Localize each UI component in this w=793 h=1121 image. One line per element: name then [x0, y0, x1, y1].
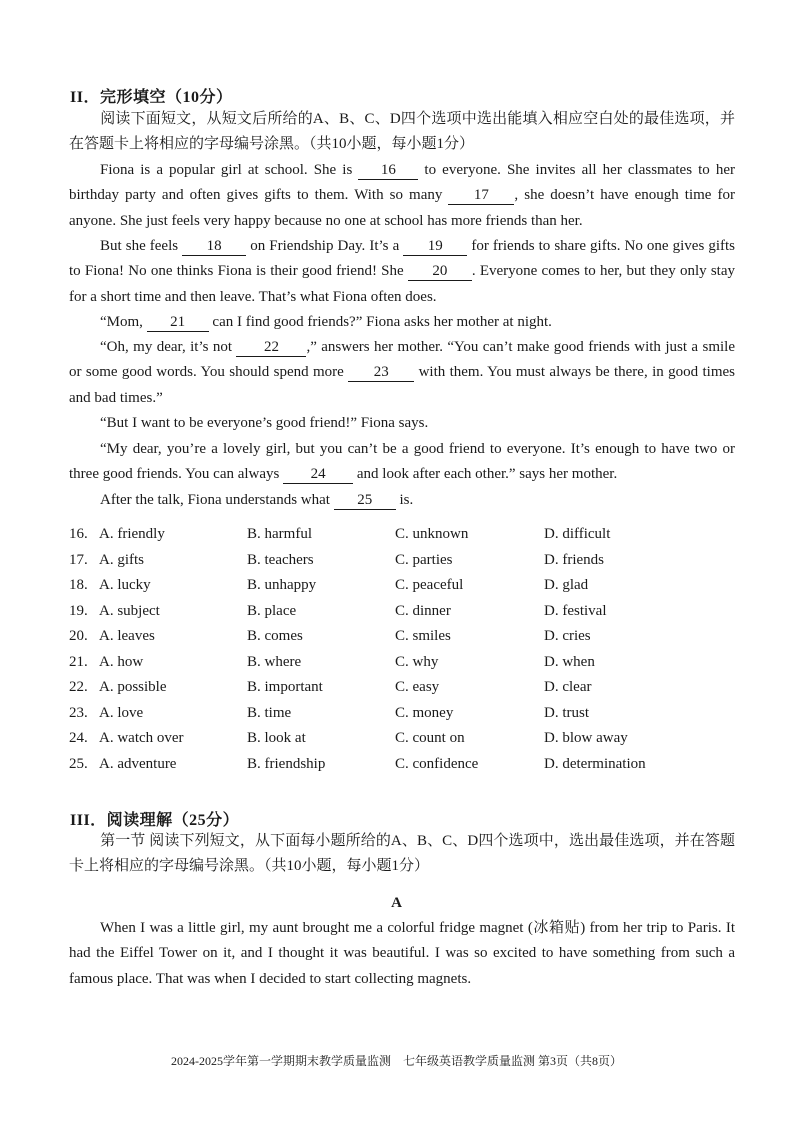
option-d: D. friends: [544, 551, 604, 568]
option-a: A. gifts: [99, 551, 144, 568]
option-a: A. friendly: [99, 526, 165, 542]
option-b: B. important: [247, 679, 323, 695]
question-number: 18.: [69, 577, 88, 593]
option-a: A. adventure: [99, 755, 177, 772]
option-b: B. friendship: [247, 755, 326, 772]
question-number: 23.: [69, 704, 88, 721]
passage-paragraph-4: “Oh, my dear, it’s not 22 ,” answers her mother. “You can’t make good friends with just a smile or some good words. You should spend more 23 with them. You must always be there, in good times and bad times.”: [69, 339, 736, 406]
option-b: B. time: [247, 704, 292, 721]
option-b: B. unhappy: [247, 577, 317, 593]
option-a: A. watch over: [99, 730, 184, 746]
option-row: [69, 628, 735, 654]
option-d: D. blow away: [544, 730, 628, 746]
option-c: C. dinner: [395, 602, 451, 619]
question-number: 22.: [69, 679, 88, 695]
option-d: D. glad: [544, 577, 589, 593]
question-number: 17.: [69, 551, 88, 568]
option-row: [69, 552, 735, 578]
option-b: B. comes: [247, 628, 303, 644]
option-b: B. look at: [247, 730, 306, 746]
option-b: B. teachers: [247, 551, 314, 568]
option-c: C. confidence: [395, 755, 479, 772]
blank-22: 22: [236, 339, 306, 357]
option-row: [69, 654, 735, 680]
option-c: C. money: [395, 704, 454, 721]
blank-21: 21: [147, 314, 209, 332]
option-b: B. where: [247, 653, 302, 670]
option-d: D. trust: [544, 704, 589, 721]
section-2-instruction: 阅读下面短文，从短文后所给的A、B、C、D四个选项中选出能填入相应空白处的最佳选项，并在答题卡上将相应的字母编号涂黑。（共10小题，每小题1分）: [69, 111, 735, 153]
option-b: B. place: [247, 602, 297, 619]
option-c: C. easy: [395, 679, 440, 695]
option-d: D. difficult: [544, 526, 611, 542]
passage-paragraph-2: But she feels 18 on Friendship Day. It’s a 19 for friends to share gifts. No one gives gifts to Fiona! No one thinks Fiona is their good friend! She 20 . Everyone comes to her, but they only stay for a short time and then leave. That’s what Fiona often does.: [69, 238, 736, 305]
passage-paragraph-5: “But I want to be everyone’s good friend!” Fiona says.: [100, 415, 429, 431]
blank-17: 17: [448, 187, 514, 205]
option-c: C. parties: [395, 551, 453, 568]
question-number: 19.: [69, 602, 88, 619]
options-list: [69, 526, 735, 781]
option-c: C. unknown: [395, 526, 469, 542]
passage-paragraph-6: “My dear, you’re a lovely girl, but you can’t be a good friend to everyone. It’s enough to have two or three good friends. You can always 24 and look after each other.” says her mother.: [69, 441, 735, 483]
section-2-title: II．完形填空（10分）: [70, 89, 233, 106]
option-d: D. determination: [544, 755, 646, 772]
section-3-title: III．阅读理解（25分）: [70, 812, 240, 829]
option-a: A. how: [99, 653, 144, 670]
question-number: 16.: [69, 526, 88, 542]
option-row: [69, 705, 735, 731]
passage-paragraph-7: After the talk, Fiona understands what 25 is.: [100, 492, 414, 508]
blank-24: 24: [283, 466, 353, 484]
section-3-instruction: 第一节 阅读下列短文，从下面每小题所给的A、B、C、D四个选项中，选出最佳选项，并在答题卡上将相应的字母编号涂黑。（共10小题，每小题1分）: [69, 833, 735, 875]
option-c: C. count on: [395, 730, 465, 746]
option-row: [69, 603, 735, 629]
option-row: [69, 679, 735, 705]
question-number: 24.: [69, 730, 88, 746]
question-number: 25.: [69, 755, 88, 772]
passage-a-paragraph: When I was a little girl, my aunt brought me a colorful fridge magnet (冰箱贴) from her trip to Paris. It had the Eiffel Tower on it, and I thought it was beautiful. I was so excited to have something from such a famous place. That was when I decided to start collecting magnets.: [69, 920, 735, 987]
option-a: A. subject: [99, 602, 160, 619]
option-row: [69, 756, 735, 782]
blank-19: 19: [403, 238, 467, 256]
question-number: 20.: [69, 628, 88, 644]
blank-20: 20: [408, 263, 472, 281]
option-row: [69, 577, 735, 603]
option-d: D. when: [544, 653, 595, 670]
blank-18: 18: [182, 238, 246, 256]
option-a: A. love: [99, 704, 144, 721]
option-a: A. lucky: [99, 577, 151, 593]
option-a: A. leaves: [99, 628, 155, 644]
page-footer: 2024-2025学年第一学期期末教学质量监测 七年级英语教学质量监测 第3页（共8页）: [171, 1054, 622, 1068]
question-number: 21.: [69, 653, 88, 670]
blank-25: 25: [334, 492, 396, 510]
option-d: D. clear: [544, 679, 592, 695]
blank-23: 23: [348, 364, 414, 382]
option-c: C. peaceful: [395, 577, 464, 593]
option-a: A. possible: [99, 679, 167, 695]
option-d: D. festival: [544, 602, 607, 619]
passage-a-label: A: [391, 895, 402, 911]
option-c: C. smiles: [395, 628, 451, 644]
option-b: B. harmful: [247, 526, 312, 542]
passage-paragraph-1: Fiona is a popular girl at school. She is 16 to everyone. She invites all her classmates to her birthday party and often gives gifts to them. With so many 17 , she doesn’t have enough time for anyone. She just feels very happy because no one at school has more friends than her.: [69, 162, 736, 229]
option-c: C. why: [395, 653, 439, 670]
blank-16: 16: [358, 162, 418, 180]
option-row: [69, 730, 735, 756]
option-d: D. cries: [544, 628, 591, 644]
passage-paragraph-3: “Mom, 21 can I find good friends?” Fiona asks her mother at night.: [100, 314, 552, 330]
option-row: [69, 526, 735, 552]
